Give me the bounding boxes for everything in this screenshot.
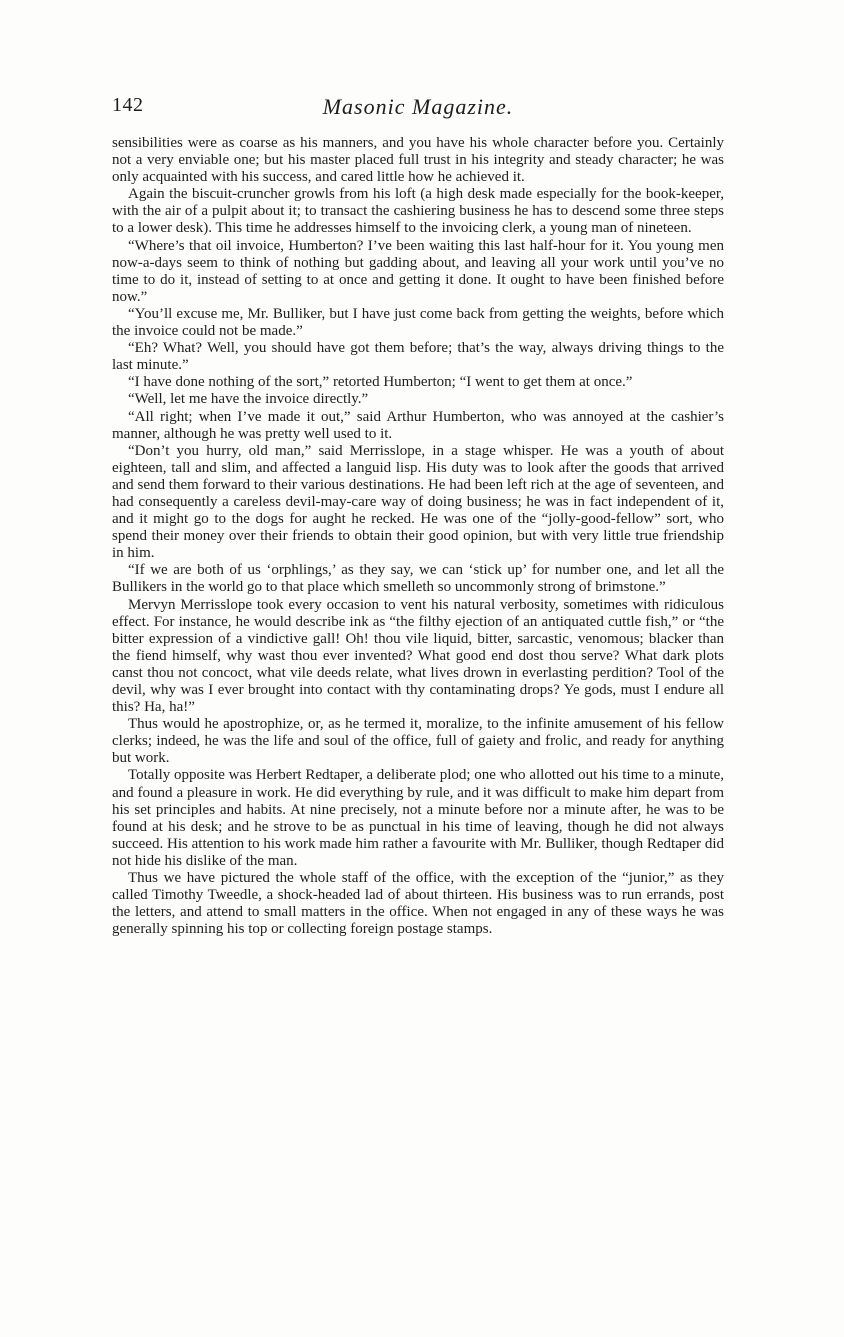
paragraph: “Don’t you hurry, old man,” said Merrisslope, in a stage whisper. He was a youth of about eighteen, tall and slim, and affected a languid lisp. His duty was to look after the goods that arrived and send them forward to their various destinations. He had been left rich at the age of seventeen, and had consequently a careless devil-may-care way of doing business; he was in fact independent of it, and it might go to the dogs for aught he recked. He was one of the “jolly-good-fellow” sort, who spend their money over their friends to obtain their good opinion, but with very little true friendship in him.: [112, 442, 724, 562]
paragraph: “All right; when I’ve made it out,” said Arthur Humberton, who was annoyed at the cashier’s manner, although he was pretty well used to it.: [112, 408, 724, 442]
article-body: [112, 135, 724, 938]
paragraph: Mervyn Merrisslope took every occasion to vent his natural verbosity, sometimes with ridiculous effect. For instance, he would describe ink as “the filthy ejection of an antiquated cuttle fish,” or “the bitter expression of a vindictive gall! Oh! thou vile liquid, bitter, sarcastic, venomous; blacker than the fiend himself, why wast thou ever invented? What good end dost thou serve? What dark plots canst thou not concoct, what vile deeds relate, what lives drown in everlasting perdition? Tool of the devil, why was I ever brought into contact with thy contaminating drops? Ye gods, must I endure all this? Ha, ha!”: [112, 596, 724, 716]
paragraph: Totally opposite was Herbert Redtaper, a deliberate plod; one who allotted out his time to a minute, and found a pleasure in work. He did everything by rule, and it was difficult to make him depart from his set principles and habits. At nine precisely, not a minute before nor a minute after, he was to be found at his desk; and he strove to be as punctual in his time of leaving, though he did not always succeed. His attention to his work made him rather a favourite with Mr. Bulliker, though Redtaper did not hide his dislike of the man.: [112, 767, 724, 869]
page-number: 142: [112, 94, 144, 116]
paragraph: “Well, let me have the invoice directly.”: [128, 391, 369, 408]
paragraph: Again the biscuit-cruncher growls from his loft (a high desk made especially for the book-keeper, with the air of a pulpit about it; to transact the cashiering business he has to descend some three steps to a lower desk). This time he addresses himself to the invoicing clerk, a young man of nineteen.: [112, 186, 724, 237]
paragraph: “Where’s that oil invoice, Humberton? I’ve been waiting this last half-hour for it. You young men now-a-days seem to think of nothing but gadding about, and leaving all your work until you’ve no time to do it, instead of setting to at once and getting it done. It ought to have been finished before now.”: [112, 237, 724, 305]
paragraph: “If we are both of us ‘orphlings,’ as they say, we can ‘stick up’ for number one, and let all the Bullikers in the world go to that place which smelleth so uncommonly strong of brimstone.”: [112, 562, 724, 596]
paragraph: “You’ll excuse me, Mr. Bulliker, but I have just come back from getting the weights, before which the invoice could not be made.”: [112, 305, 724, 340]
running-title: Masonic Magazine.: [322, 94, 514, 119]
paragraph: sensibilities were as coarse as his manners, and you have his whole character before you. Certainly not a very enviable one; but his master placed full trust in his integrity and steady character; he was only acquainted with his success, and cared little how he achieved it.: [112, 135, 724, 186]
paragraph: Thus would he apostrophize, or, as he termed it, moralize, to the infinite amusement of his fellow clerks; indeed, he was the life and soul of the office, full of gaiety and frolic, and ready for anything but work.: [112, 716, 724, 767]
page-header: [112, 94, 724, 124]
paragraph: Thus we have pictured the whole staff of the office, with the exception of the “junior,” as they called Timothy Tweedle, a shock-headed lad of about thirteen. His business was to run errands, post the letters, and attend to small matters in the office. When not engaged in any of these ways he was generally spinning his top or collecting foreign postage stamps.: [112, 870, 724, 938]
paragraph: “I have done nothing of the sort,” retorted Humberton; “I went to get them at once.”: [128, 374, 633, 391]
paragraph: “Eh? What? Well, you should have got them before; that’s the way, always driving things to the last minute.”: [112, 340, 724, 374]
